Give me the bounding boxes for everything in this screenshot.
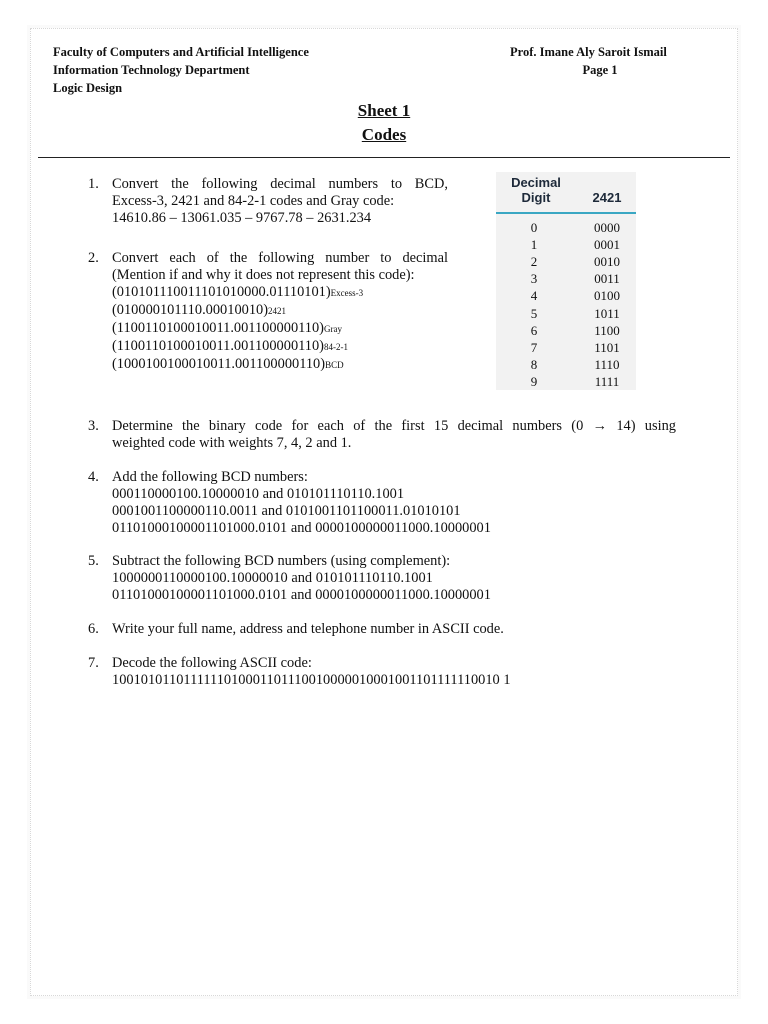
table-row xyxy=(496,323,636,340)
question-number: 4. xyxy=(88,469,99,485)
table-row xyxy=(496,237,636,254)
question-text: 14) using xyxy=(616,418,676,434)
code-label: Excess-3 xyxy=(330,288,364,298)
table-row xyxy=(496,374,636,391)
decimal-digit-cell: 7 xyxy=(530,339,538,355)
question-number: 6. xyxy=(88,621,99,637)
question-number: 1. xyxy=(88,176,99,192)
sheet-subtitle: Codes xyxy=(361,125,407,144)
header-divider xyxy=(38,157,730,158)
decimal-digit-cell: 4 xyxy=(530,288,538,304)
table-row xyxy=(496,220,636,237)
header-right xyxy=(510,43,690,79)
code-2421-cell: 0010 xyxy=(594,254,620,270)
code-label: BCD xyxy=(325,360,344,370)
code-2421-cell: 0100 xyxy=(594,288,620,304)
question-text: 01101000100001101000.0101 and 0000100000011000.10000001 xyxy=(112,520,491,536)
table-row xyxy=(496,254,636,271)
question-text: 1000000110000100.10000010 and 010101110110.1001 xyxy=(112,570,433,586)
code-2421-cell: 1101 xyxy=(594,339,620,355)
header-course: Logic Design xyxy=(53,81,123,95)
table-row xyxy=(496,288,636,305)
code-label: 84-2-1 xyxy=(323,342,348,352)
question-text: 000110000100.10000010 and 010101110110.1001 xyxy=(112,486,405,502)
header-page-number: Page 1 xyxy=(582,63,618,77)
question-text: weighted code with weights 7, 4, 2 and 1. xyxy=(112,435,352,451)
code-item: (1000100100010011.001100000110)BCD xyxy=(112,356,344,372)
question-text: (Mention if and why it does not represent this code): xyxy=(112,267,415,283)
question-text: 0001001100000110.0011 and 0101001101100011.01010101 xyxy=(112,503,461,519)
decimal-digit-cell: 8 xyxy=(530,356,538,372)
code-label: 2421 xyxy=(268,306,287,316)
question-text: Write your full name, address and telephone number in ASCII code. xyxy=(112,621,504,637)
table-header-rule xyxy=(496,212,636,214)
question-text: Add the following BCD numbers: xyxy=(112,469,308,485)
question-text: Subtract the following BCD numbers (using complement): xyxy=(112,553,451,569)
code-2421-cell: 0001 xyxy=(594,237,620,253)
question-text: Convert each of the following number to decimal xyxy=(112,250,448,266)
header-professor: Prof. Imane Aly Saroit Ismail xyxy=(510,45,667,59)
question-number: 5. xyxy=(88,553,99,569)
table-header xyxy=(496,172,636,212)
question-text: Excess-3, 2421 and 84-2-1 codes and Gray code: xyxy=(112,193,395,209)
header-faculty: Faculty of Computers and Artificial Intelligence xyxy=(53,45,309,59)
sheet-title: Sheet 1 xyxy=(357,101,411,120)
header-department: Information Technology Department xyxy=(53,63,250,77)
decimal-digit-cell: 9 xyxy=(530,373,538,389)
header-2421: 2421 xyxy=(592,190,622,205)
question-number: 2. xyxy=(88,250,99,266)
table-row xyxy=(496,340,636,357)
decimal-digit-cell: 3 xyxy=(530,271,538,287)
decimal-digit-cell: 2 xyxy=(530,254,538,270)
decimal-digit-cell: 0 xyxy=(530,220,538,235)
code-2421-cell: 0011 xyxy=(594,271,620,287)
code-2421-cell: 1011 xyxy=(594,305,620,321)
question-text: 14610.86 – 13061.035 – 9767.78 – 2631.234 xyxy=(112,210,372,226)
question-text: Determine the binary code for each of the first 15 decimal numbers (0 xyxy=(112,418,584,434)
decimal-digit-cell: 6 xyxy=(530,322,538,338)
code-2421-cell: 1100 xyxy=(594,322,620,338)
table-row xyxy=(496,306,636,323)
code-2421-cell: 1110 xyxy=(594,356,620,372)
code-2421-table xyxy=(496,172,636,390)
code-label: Gray xyxy=(323,324,342,334)
arrow-icon: → xyxy=(592,418,607,434)
decimal-digit-cell: 1 xyxy=(530,237,538,253)
code-item: (010101110011101010000.01110101)Excess-3 xyxy=(112,284,364,300)
question-text: 01101000100001101000.0101 and 0000100000011000.10000001 xyxy=(112,587,491,603)
table-row xyxy=(496,357,636,374)
question-number: 7. xyxy=(88,655,99,671)
question-text: Decode the following ASCII code: xyxy=(112,655,312,671)
code-2421-cell: 1111 xyxy=(594,373,620,389)
header-decimal-digit: Decimal Digit xyxy=(511,175,561,205)
code-item: (010000101110.00010010)2421 xyxy=(112,302,287,318)
code-item: (1100110100010011.001100000110)Gray xyxy=(112,320,342,336)
question-number: 3. xyxy=(88,418,99,434)
header-left xyxy=(53,43,309,97)
decimal-digit-cell: 5 xyxy=(530,305,538,321)
question-text: 1001010110111111010001101110010000010001001101111110010 1 xyxy=(112,672,511,688)
code-2421-cell: 0000 xyxy=(594,220,620,235)
question-text: Convert the following decimal numbers to BCD, xyxy=(112,176,448,192)
code-item: (1100110100010011.001100000110)84-2-1 xyxy=(112,338,348,354)
table-row xyxy=(496,271,636,288)
